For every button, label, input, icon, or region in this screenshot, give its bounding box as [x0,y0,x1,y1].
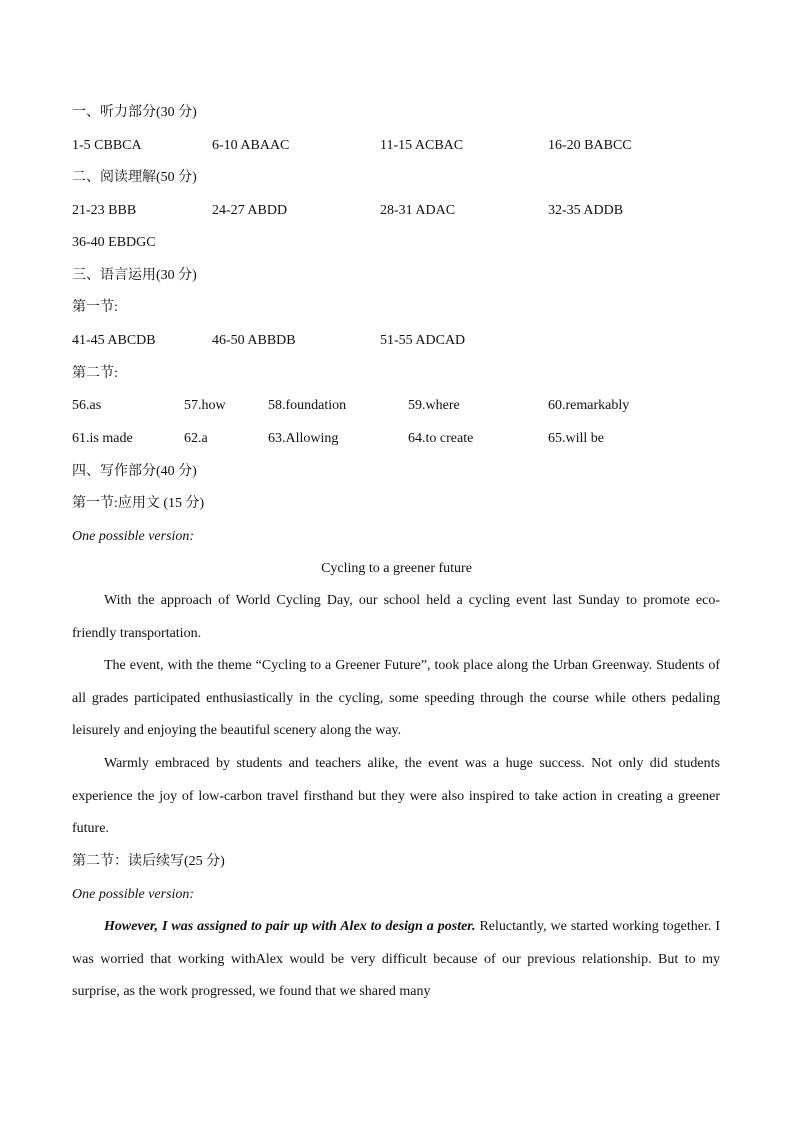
answer-group: 51-55 ADCAD [380,333,466,348]
version-label: One possible version: [72,529,195,544]
language-part2-row-2 [0,430,793,448]
essay-title: Cycling to a greener future [321,561,472,576]
blank-answer: 61.is made [72,431,133,446]
continuation-lead-sentence: However, I was assigned to pair up with Alex to design a poster. [104,919,476,934]
writing-part2-label: 第二节：读后续写(25 分) [72,854,225,869]
section-writing-title: 四、写作部分(40 分) [72,464,197,479]
language-part1-answers [0,332,793,350]
answer-group: 24-27 ABDD [212,203,288,218]
answer-group: 11-15 ACBAC [380,138,464,153]
section-reading-title: 二、阅读理解(50 分) [72,170,197,185]
blank-answer: 62.a [184,431,208,446]
blank-answer: 59.where [408,398,460,413]
language-part2-row-1 [0,397,793,415]
section-listening-title: 一、听力部分(30 分) [72,105,197,120]
essay-paragraph-3: Warmly embraced by students and teachers alike, the event was a huge success. Not only did students experience the joy of low-carbon travel firsthand but they were also inspired to take action in creating a greener future. [72,756,720,837]
answer-group: 36-40 EBDGC [72,235,156,250]
reading-answers-row-2 [0,234,793,252]
section-language-title: 三、语言运用(30 分) [72,268,197,283]
answer-group: 6-10 ABAAC [212,138,290,153]
blank-answer: 60.remarkably [548,398,630,413]
language-part2-label: 第二节: [72,366,118,381]
answer-group: 41-45 ABCDB [72,333,156,348]
blank-answer: 58.foundation [268,398,347,413]
answer-group: 21-23 BBB [72,203,137,218]
listening-answers-row [0,137,793,155]
blank-answer: 64.to create [408,431,474,446]
writing-part1-label: 第一节:应用文 (15 分) [72,496,205,511]
continuation-paragraph [72,911,720,1009]
essay-paragraph-2: The event, with the theme “Cycling to a Greener Future”, took place along the Urban Greenway. Students of all grades participated enthusiastically in the cycling, some speeding through the course while others pedaling leisurely and enjoying the beautiful scenery along the way. [72,658,720,739]
version-label-2: One possible version: [72,887,195,902]
reading-answers-row [0,202,793,220]
continuation-text: Reluctantly, we started working together. I was worried that working withAlex would be very difficult because of our previous relationship. But to my surprise, as the work progressed, we found that we shared many [72,919,720,1000]
essay-paragraph-1: With the approach of World Cycling Day, our school held a cycling event last Sunday to promote eco-friendly transportation. [72,593,720,641]
answer-group: 46-50 ABBDB [212,333,296,348]
language-part1-label: 第一节: [72,300,118,315]
blank-answer: 56.as [72,398,102,413]
blank-answer: 63.Allowing [268,431,339,446]
blank-answer: 65.will be [548,431,604,446]
answer-group: 16-20 BABCC [548,138,632,153]
answer-group: 1-5 CBBCA [72,138,142,153]
answer-group: 32-35 ADDB [548,203,624,218]
blank-answer: 57.how [184,398,226,413]
answer-group: 28-31 ADAC [380,203,456,218]
